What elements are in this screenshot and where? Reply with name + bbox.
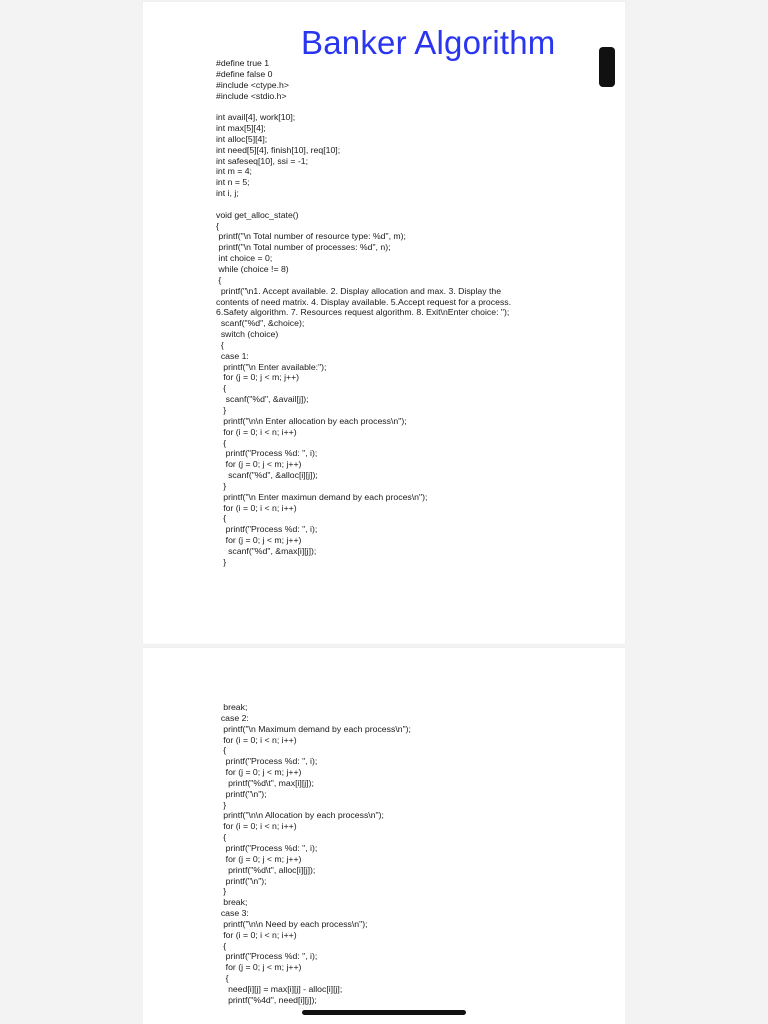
code-line: #include <stdio.h> xyxy=(216,90,287,101)
code-line: void get_alloc_state() xyxy=(216,209,299,220)
code-line: case 1: xyxy=(216,350,249,361)
code-line: { xyxy=(216,940,227,951)
code-line: break; xyxy=(216,897,248,908)
code-line: printf("Process %d: ", i); xyxy=(216,842,318,853)
code-line: switch (choice) xyxy=(216,329,279,340)
code-block-page-2 xyxy=(216,702,411,1006)
code-line: for (j = 0; j < m; j++) xyxy=(216,962,302,973)
code-line: contents of need matrix. 4. Display available. 5.Accept request for a process. xyxy=(216,296,512,307)
code-line: } xyxy=(216,556,227,567)
code-line: printf("%d\t", alloc[i][j]); xyxy=(216,864,316,875)
code-block-page-1 xyxy=(216,58,511,568)
code-line: { xyxy=(216,745,227,756)
code-line: int alloc[5][4]; xyxy=(216,133,268,144)
code-line: need[i][j] = max[i][j] - alloc[i][j]; xyxy=(216,983,343,994)
code-line: for (i = 0; i < n; i++) xyxy=(216,426,297,437)
code-line: for (j = 0; j < m; j++) xyxy=(216,767,302,778)
code-line: printf("\n"); xyxy=(216,875,267,886)
code-line: for (i = 0; i < n; i++) xyxy=(216,821,297,832)
document-page-1 xyxy=(143,2,625,644)
code-line: } xyxy=(216,480,227,491)
code-line: int m = 4; xyxy=(216,166,252,177)
code-line: printf("\n Maximum demand by each process\n"); xyxy=(216,723,411,734)
code-line: printf("Process %d: ", i); xyxy=(216,448,318,459)
code-line xyxy=(216,199,511,210)
code-line: #define true 1 xyxy=(216,58,270,68)
code-line: printf("\n Total number of processes: %d", n); xyxy=(216,242,391,253)
code-line: printf("\n Enter available:"); xyxy=(216,361,327,372)
code-line: int choice = 0; xyxy=(216,253,273,264)
code-line: scanf("%d", &avail[j]); xyxy=(216,394,309,405)
code-line: scanf("%d", &alloc[i][j]); xyxy=(216,470,318,481)
code-line: int max[5][4]; xyxy=(216,123,266,134)
code-line: { xyxy=(216,832,227,843)
code-line: printf("%d\t", max[i][j]); xyxy=(216,777,314,788)
code-line: case 2: xyxy=(216,712,249,723)
code-line: { xyxy=(216,973,229,984)
code-line: printf("%4d", need[i][j]); xyxy=(216,994,317,1005)
code-line: for (i = 0; i < n; i++) xyxy=(216,734,297,745)
code-line: while (choice != 8) xyxy=(216,264,289,274)
code-line: } xyxy=(216,404,227,415)
code-line: for (j = 0; j < m; j++) xyxy=(216,535,302,546)
code-line: printf("\n\n Allocation by each process\n"); xyxy=(216,810,384,821)
code-line: { xyxy=(216,274,222,285)
document-page-2 xyxy=(143,648,625,1024)
code-line: printf("\n Enter maximun demand by each proces\n"); xyxy=(216,491,428,502)
code-line: printf("\n1. Accept available. 2. Display allocation and max. 3. Display the xyxy=(216,285,502,296)
code-line: for (j = 0; j < m; j++) xyxy=(216,459,302,470)
code-line: printf("\n\n Need by each process\n"); xyxy=(216,918,368,929)
code-line: printf("Process %d: ", i); xyxy=(216,756,318,767)
code-line: scanf("%d", &choice); xyxy=(216,318,305,329)
code-line: #define false 0 xyxy=(216,68,273,79)
code-line: #include <ctype.h> xyxy=(216,79,289,90)
code-line: int need[5][4], finish[10], req[10]; xyxy=(216,144,341,155)
code-line: break; xyxy=(216,702,248,712)
code-line: { xyxy=(216,220,219,231)
code-line: { xyxy=(216,513,227,524)
code-line: 6.Safety algorithm. 7. Resources request algorithm. 8. Exit\nEnter choice: "); xyxy=(216,307,510,318)
code-line: int avail[4], work[10]; xyxy=(216,112,296,123)
scroll-handle[interactable] xyxy=(599,47,615,87)
code-line: printf("\n Total number of resource type: %d", m); xyxy=(216,231,406,242)
code-line: } xyxy=(216,886,227,897)
code-line: { xyxy=(216,339,224,350)
code-line: for (i = 0; i < n; i++) xyxy=(216,502,297,513)
code-line: printf("\n\n Enter allocation by each process\n"); xyxy=(216,415,407,426)
code-line: { xyxy=(216,437,227,448)
home-indicator[interactable] xyxy=(302,1010,466,1015)
code-line: } xyxy=(216,799,227,810)
code-line: for (j = 0; j < m; j++) xyxy=(216,853,302,864)
code-line: int n = 5; xyxy=(216,177,250,188)
code-line: case 3: xyxy=(216,908,249,919)
code-line: printf("Process %d: ", i); xyxy=(216,951,318,962)
code-line xyxy=(216,101,511,112)
code-line: printf("Process %d: ", i); xyxy=(216,524,318,535)
code-line: scanf("%d", &max[i][j]); xyxy=(216,545,317,556)
document-title: Banker Algorithm xyxy=(301,24,556,61)
code-line: printf("\n"); xyxy=(216,788,267,799)
code-line: int safeseq[10], ssi = -1; xyxy=(216,155,308,166)
code-line: { xyxy=(216,383,227,394)
code-line: for (j = 0; j < m; j++) xyxy=(216,372,300,383)
code-line: int i, j; xyxy=(216,188,239,199)
code-line: for (i = 0; i < n; i++) xyxy=(216,929,297,940)
